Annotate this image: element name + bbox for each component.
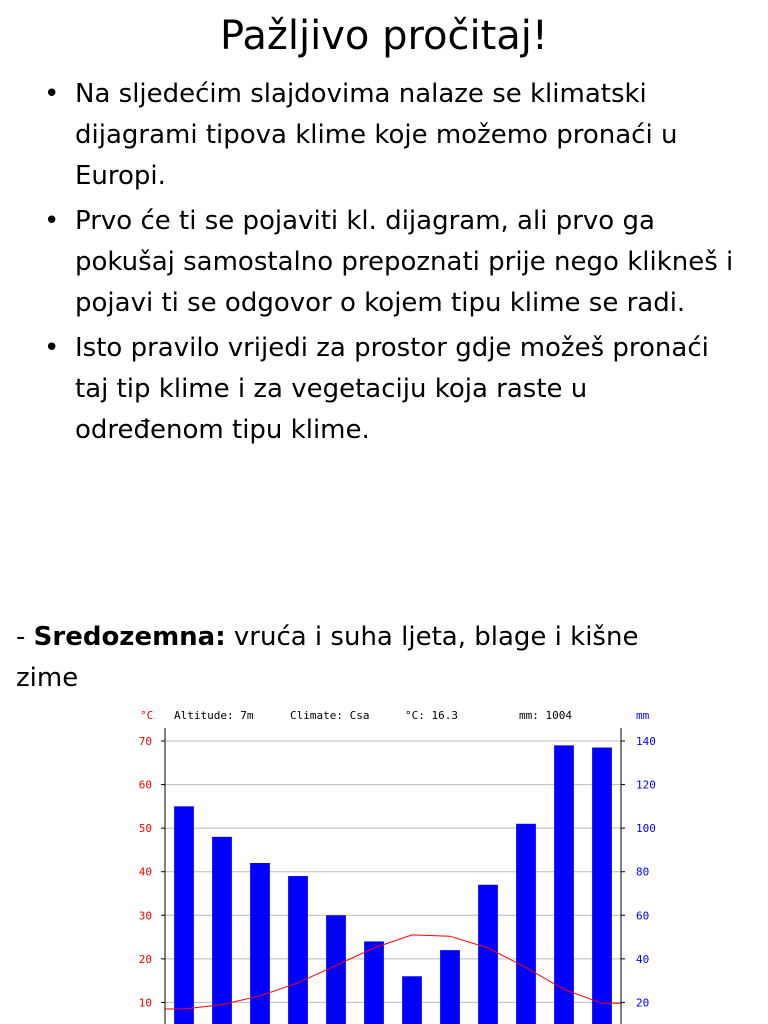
bullet-text: Na sljedećim slajdovima nalaze se klimatski dijagrami tipova klime koje možemo pronaći u Europi. bbox=[75, 79, 678, 191]
climate-type-heading bbox=[16, 617, 696, 699]
page-title: Pažljivo pročitaj! bbox=[220, 13, 548, 59]
precipitation-bar bbox=[250, 863, 270, 1024]
climate-type-description: vruća i suha ljeta, blage i kišne zime bbox=[16, 622, 639, 693]
bullet-text: Isto pravilo vrijedi za prostor gdje možeš pronaći taj tip klime i za vegetaciju koja raste u određenom tipu klime. bbox=[75, 333, 709, 445]
right-unit-label: mm bbox=[636, 709, 650, 722]
bullet-dot: • bbox=[44, 206, 60, 236]
precipitation-bar bbox=[516, 824, 536, 1024]
right-tick-label: 40 bbox=[636, 952, 650, 966]
precipitation-bar bbox=[592, 748, 612, 1024]
left-tick-label: 10 bbox=[138, 996, 152, 1010]
precipitation-bar bbox=[326, 915, 346, 1024]
temperature-mean-label: °C: 16.3 bbox=[405, 709, 458, 722]
temperature-line bbox=[165, 935, 621, 1009]
left-tick-label: 30 bbox=[138, 909, 152, 923]
precipitation-bar bbox=[402, 976, 422, 1024]
bullet-dot: • bbox=[44, 333, 60, 363]
bullet-item bbox=[44, 328, 744, 451]
precipitation-bar bbox=[212, 837, 232, 1024]
precipitation-bar bbox=[554, 745, 574, 1024]
right-tick-label: 20 bbox=[636, 996, 650, 1010]
bullet-list bbox=[44, 74, 744, 455]
right-tick-label: 100 bbox=[636, 822, 656, 836]
right-tick-label: 120 bbox=[636, 778, 656, 792]
left-tick-label: 20 bbox=[138, 952, 152, 966]
right-tick-label: 60 bbox=[636, 909, 650, 923]
precipitation-bar bbox=[288, 876, 308, 1024]
climate-type-name: Sredozemna: bbox=[33, 622, 226, 652]
bullet-item bbox=[44, 201, 744, 324]
precipitation-bar bbox=[440, 950, 460, 1024]
altitude-label: Altitude: 7m bbox=[174, 709, 254, 722]
temperature-line-group bbox=[165, 935, 621, 1009]
precipitation-total-label: mm: 1004 bbox=[519, 709, 572, 722]
left-unit-label: °C bbox=[140, 709, 154, 722]
chart-header bbox=[140, 709, 650, 722]
bullet-item bbox=[44, 74, 744, 197]
left-tick-label: 50 bbox=[138, 822, 152, 836]
precipitation-bar bbox=[364, 941, 384, 1024]
bullet-text: Prvo će ti se pojaviti kl. dijagram, ali prvo ga pokušaj samostalno prepoznati prije nego klikneš i pojavi ti se odgovor o kojem tipu klime se radi. bbox=[75, 206, 734, 318]
chart-grid bbox=[165, 741, 621, 1002]
right-tick-label: 80 bbox=[636, 865, 650, 879]
left-tick-label: 70 bbox=[138, 735, 152, 748]
precipitation-bars bbox=[174, 745, 612, 1024]
precipitation-bar bbox=[174, 806, 194, 1024]
climate-label: Climate: Csa bbox=[290, 709, 370, 722]
climate-chart bbox=[128, 700, 668, 1024]
bullet-dot: • bbox=[44, 79, 60, 109]
precipitation-bar bbox=[478, 885, 498, 1024]
left-tick-label: 40 bbox=[138, 865, 152, 879]
left-tick-label: 60 bbox=[138, 778, 152, 792]
subhead-prefix: - bbox=[16, 622, 34, 652]
right-tick-label: 140 bbox=[636, 735, 656, 748]
